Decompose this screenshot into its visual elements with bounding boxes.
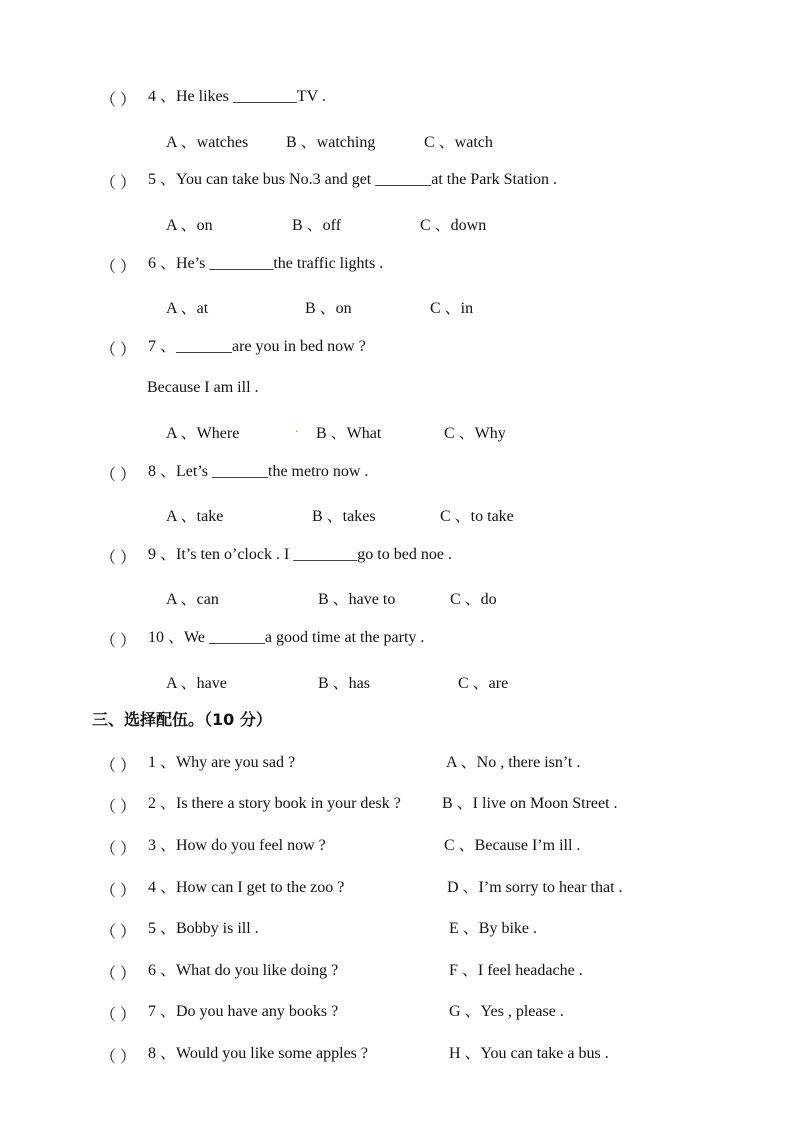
answer-blank[interactable]: （ ） bbox=[100, 883, 137, 900]
section-heading: 三、选择配伍。（10 分） bbox=[92, 710, 272, 729]
option-a: A 、on bbox=[166, 217, 213, 234]
answer-blank[interactable]: （ ） bbox=[100, 633, 137, 650]
match-answer: A 、No , there isn’t . bbox=[446, 754, 581, 771]
option-b: B 、have to bbox=[318, 591, 396, 608]
answer-blank[interactable]: （ ） bbox=[100, 92, 137, 109]
option-c: C 、watch bbox=[424, 134, 493, 151]
answer-blank[interactable]: （ ） bbox=[100, 342, 137, 359]
question-text: 8 、Let’s _______the metro now . bbox=[148, 463, 369, 480]
match-answer: G 、Yes , please . bbox=[449, 1003, 564, 1020]
answer-blank[interactable]: （ ） bbox=[100, 966, 137, 983]
match-question: 1 、Why are you sad ? bbox=[148, 754, 296, 771]
answer-blank[interactable]: （ ） bbox=[100, 175, 137, 192]
answer-blank[interactable]: （ ） bbox=[100, 924, 137, 941]
option-b: B 、on bbox=[305, 300, 352, 317]
question-text: 5 、You can take bus No.3 and get _______at the Park Station . bbox=[148, 171, 557, 188]
option-c: C 、are bbox=[458, 675, 509, 692]
option-b: B 、watching bbox=[286, 134, 376, 151]
answer-blank[interactable]: （ ） bbox=[100, 467, 137, 484]
option-a: A 、Where bbox=[166, 425, 240, 442]
match-question: 6 、What do you like doing ? bbox=[148, 962, 339, 979]
option-a: A 、watches bbox=[166, 134, 249, 151]
answer-blank[interactable]: （ ） bbox=[100, 259, 137, 276]
answer-blank[interactable]: （ ） bbox=[100, 758, 137, 775]
answer-blank[interactable]: （ ） bbox=[100, 841, 137, 858]
option-a: A 、have bbox=[166, 675, 227, 692]
answer-blank[interactable]: （ ） bbox=[100, 1049, 137, 1066]
option-b: B 、has bbox=[318, 675, 371, 692]
match-question: 4 、How can I get to the zoo ? bbox=[148, 879, 345, 896]
option-a: A 、at bbox=[166, 300, 209, 317]
question-text: 6 、He’s ________the traffic lights . bbox=[148, 255, 384, 272]
option-c: C 、in bbox=[430, 300, 474, 317]
option-a: A 、take bbox=[166, 508, 224, 525]
question-subtext: Because I am ill . bbox=[147, 379, 259, 396]
match-answer: B 、I live on Moon Street . bbox=[442, 795, 618, 812]
match-question: 5 、Bobby is ill . bbox=[148, 920, 259, 937]
match-question: 3 、How do you feel now ? bbox=[148, 837, 326, 854]
match-answer: E 、By bike . bbox=[449, 920, 537, 937]
answer-blank[interactable]: （ ） bbox=[100, 1007, 137, 1024]
match-question: 7 、Do you have any books ? bbox=[148, 1003, 339, 1020]
answer-blank[interactable]: （ ） bbox=[100, 799, 137, 816]
option-c: C 、Why bbox=[444, 425, 506, 442]
match-answer: C 、Because I’m ill . bbox=[444, 837, 581, 854]
question-text: 4 、He likes ________TV . bbox=[148, 88, 326, 105]
match-answer: F 、I feel headache . bbox=[449, 962, 583, 979]
question-text: 9 、It’s ten o’clock . I ________go to bed noe . bbox=[148, 546, 452, 563]
match-answer: H 、You can take a bus . bbox=[449, 1045, 609, 1062]
match-question: 8 、Would you like some apples ? bbox=[148, 1045, 369, 1062]
answer-blank[interactable]: （ ） bbox=[100, 550, 137, 567]
option-c: C 、down bbox=[420, 217, 487, 234]
option-a: A 、can bbox=[166, 591, 219, 608]
match-answer: D 、I’m sorry to hear that . bbox=[447, 879, 623, 896]
question-text: 10 、We _______a good time at the party . bbox=[148, 629, 425, 646]
stray-dot: . bbox=[295, 421, 299, 436]
option-b: B 、What bbox=[316, 425, 382, 442]
match-question: 2 、Is there a story book in your desk ? bbox=[148, 795, 401, 812]
option-c: C 、do bbox=[450, 591, 497, 608]
option-c: C 、to take bbox=[440, 508, 514, 525]
option-b: B 、off bbox=[292, 217, 342, 234]
option-b: B 、takes bbox=[312, 508, 376, 525]
question-text: 7 、_______are you in bed now ? bbox=[148, 338, 366, 355]
